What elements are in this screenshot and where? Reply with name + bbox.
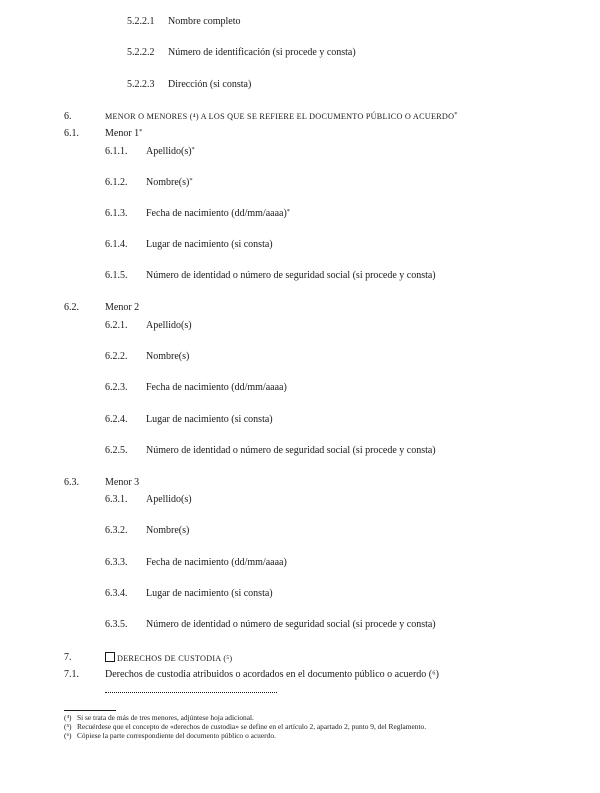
custody-rights-checkbox[interactable] (105, 652, 115, 662)
field-label: Nombre(s) (146, 525, 190, 536)
footnote-text: Recuérdese que el concepto de «derechos de custodia» se define en el artículo 2, apartado 2, punto 9, del Reglamento. (77, 722, 427, 731)
section-number: 7. (64, 652, 72, 663)
footnote-text: Si se trata de más de tres menores, adjúntese hoja adicional. (77, 713, 254, 722)
footnote (64, 713, 254, 722)
field-label: Lugar de nacimiento (si consta) (146, 588, 273, 599)
subsection-label: Nombre completo (168, 16, 241, 27)
field-label: Apellido(s) (146, 494, 192, 505)
field-number: 6.1.5. (105, 270, 128, 281)
field-number: 6.1.1. (105, 146, 128, 157)
field-number: 6.3.4. (105, 588, 128, 599)
footnote-text: Cópiese la parte correspondiente del documento público o acuerdo. (77, 731, 276, 740)
field-number: 6.3.2. (105, 525, 128, 536)
custody-rights-option[interactable] (105, 652, 232, 665)
section-number: 6. (64, 111, 72, 122)
field-label: Número de identidad o número de seguridad social (si procede y consta) (146, 270, 436, 281)
field-number: 6.1.2. (105, 177, 128, 188)
field-label: Número de identidad o número de seguridad social (si procede y consta) (146, 445, 436, 456)
subsection-number: 5.2.2.1 (127, 16, 155, 27)
field-number: 6.1.4. (105, 239, 128, 250)
field-label: Apellido(s) (146, 320, 192, 331)
field-label: Fecha de nacimiento (dd/mm/aaaa)* (146, 208, 291, 219)
section-title: MENOR O MENORES (⁴) A LOS QUE SE REFIERE EL DOCUMENTO PÚBLICO O ACUERDO* (105, 111, 458, 121)
subsection-label: Número de identificación (si procede y consta) (168, 47, 356, 58)
field-label: Lugar de nacimiento (si consta) (146, 414, 273, 425)
field-label: Fecha de nacimiento (dd/mm/aaaa) (146, 557, 287, 568)
footnote-number: (⁴) (64, 713, 72, 722)
section-title: DERECHOS DE CUSTODIA (⁵) (117, 654, 233, 663)
subsection-label: Derechos de custodia atribuidos o acordados en el documento público o acuerdo (⁶) (105, 669, 439, 680)
subsection-number: 5.2.2.2 (127, 47, 155, 58)
minor-label: Menor 3 (105, 477, 140, 488)
footnote (64, 731, 276, 740)
footnote-number: (⁶) (64, 731, 72, 740)
field-number: 6.3.1. (105, 494, 128, 505)
field-number: 6.3.5. (105, 619, 128, 630)
subsection-label: Dirección (si consta) (168, 79, 252, 90)
field-number: 6.1.3. (105, 208, 128, 219)
field-number: 6.2.1. (105, 320, 128, 331)
minor-number: 6.1. (64, 128, 79, 139)
subsection-number: 5.2.2.3 (127, 79, 155, 90)
footnote (64, 722, 426, 731)
field-number: 6.3.3. (105, 557, 128, 568)
minor-number: 6.2. (64, 302, 79, 313)
field-label: Nombre(s)* (146, 177, 193, 188)
footnote-number: (⁵) (64, 722, 72, 731)
field-number: 6.2.2. (105, 351, 128, 362)
field-label: Número de identidad o número de seguridad social (si procede y consta) (146, 619, 436, 630)
footnote-separator (64, 710, 116, 711)
minor-label: Menor 1* (105, 128, 143, 139)
field-number: 6.2.5. (105, 445, 128, 456)
field-label: Lugar de nacimiento (si consta) (146, 239, 273, 250)
minor-label: Menor 2 (105, 302, 140, 313)
field-label: Nombre(s) (146, 351, 190, 362)
field-number: 6.2.4. (105, 414, 128, 425)
field-number: 6.2.3. (105, 382, 128, 393)
field-label: Fecha de nacimiento (dd/mm/aaaa) (146, 382, 287, 393)
custody-rights-answer-line[interactable] (105, 688, 277, 693)
minor-number: 6.3. (64, 477, 79, 488)
subsection-number: 7.1. (64, 669, 79, 680)
field-label: Apellido(s)* (146, 146, 195, 157)
